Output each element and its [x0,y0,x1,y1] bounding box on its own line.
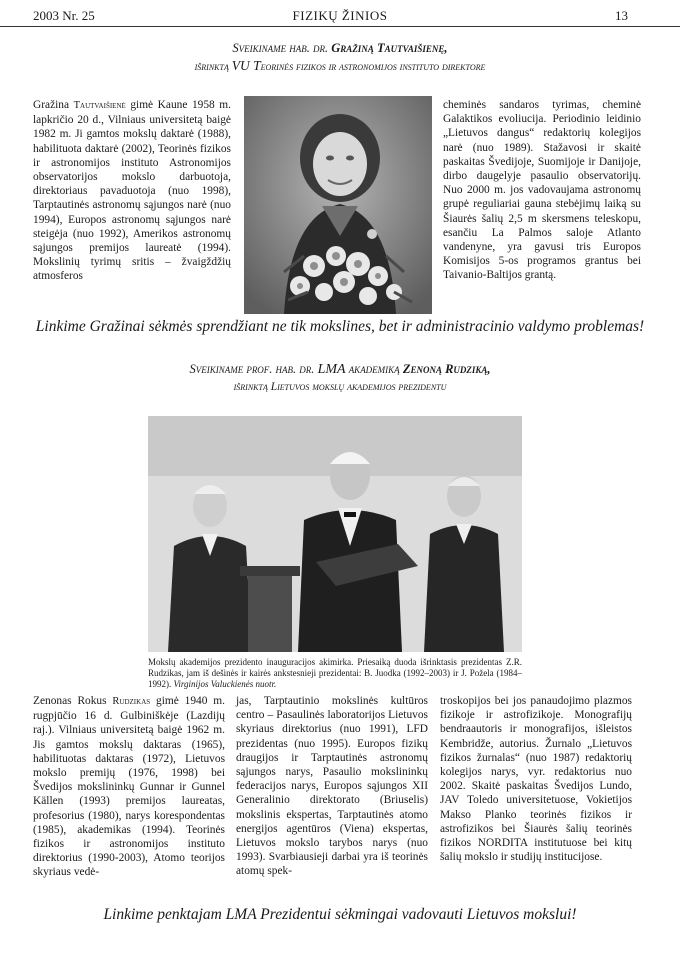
running-header [0,0,680,27]
issue-label: 2003 Nr. 25 [33,8,95,23]
article2-column1: Zenonas Rokus Rudzikas gimė 1940 m. rugpjūčio 16 d. Gulbiniškėje (Lazdijų raj.). Vilniaus universitetą baigė 1962 m. Jis gamtos mokslų daktaras (1965), habilituotas daktaras (1972), Lietuvos mokslo premijų (1976, 1998) bei Švedijos mokslininkų Gunnar ir Gunnel Källen (1993) premijos laureatas, profesorius (1980), narys korespondentas (1985), akademikas (1994). Teorinės fizikos ir astronomijos instituto direktorius (1990-2003), Atomo teorijos skyriaus vedė- [33,695,225,879]
portrait-photo [244,96,432,314]
article2-heading-line1: Sveikiname prof. hab. dr. LMA akademiką Zenoną Rudziką, [189,362,491,377]
photo-credit: Virginijos Valuckienės nuotr. [173,679,277,689]
article2-column3: troskopijos bei jos panaudojimo plazmos fizikoje ir astrofizikoje. Monografijų bendraautoris ir monografijos, išleistos Kembridže, autorius. Žurnalo „Lietuvos fizikos žurnalas“ (nuo 1987) redaktorių kolegijos narys, vyr. redaktorius nuo 2002. Skaitė paskaitas Švedijos Lundo, JAV Toledo universitetuose, Vokietijos Makso Planko teorinės fizikos ir astrofizikos bei Šiaurės šalių teorinės fizikos NORDITA institutuose bei kitų šalių mokslo ir studijų institucijose. [440,695,632,864]
photo-caption: Mokslų akademijos prezidento inauguracijos akimirka. Priesaiką duoda išrinktasis prezidentas Z.R. Rudzikas, jam iš dešinės ir kairės ankstesnieji prezidentai: B. Juodka (1992–2003) ir J. Požela (1984–1992). Virginijos Valuckienės nuotr. [148,657,522,689]
article1-heading-line2: išrinktą VU Teorinės fizikos ir astronomijos instituto direktore [194,58,486,73]
article1-left-column: Gražina Tautvaišienė gimė Kaune 1958 m. lapkričio 20 d., Vilniaus universitetą baigė 1982 m. Ji gamtos mokslų daktarė (1988), habilituota daktarė (2002), Teorinės fizikos ir astronomijos instituto Astronomijos observatorijos mokslo darbuotoja, direktoriaus pavaduotoja (nuo 1998), Tarptautinės astronomų sąjungos narė (nuo 1994), Europos astronomų sąjungos narė steigėja (nuo 1992), Amerikos astronomų sąjungos premijos laureatė (1994). Mokslinių tyrimų sritis – žvaigždžių atmosferos [33,99,231,283]
article2-heading-line2: išrinktą Lietuvos mokslų akademijos prezidentu [233,381,447,393]
article1-right-column: cheminės sandaros tyrimas, cheminė Galaktikos evoliucija. Periodinio leidinio „Lietuvos dangus“ redaktorių kolegijos narė (nuo 1989). Stažavosi ir skaitė paskaitas Švedijoje, Suomijoje ir Danijoje, dirbo daugelyje pasaulio observatorijų. Nuo 2000 m. jos vadovaujama astronomų grupė reguliariai gauna stebėjimų laiką su Šiaurės šalių 2,5 m skersmens teleskopu, esančiu La Palmos saloje Atlanto vandenyne, yra gavusi tris Europos Komisijos 5-os programos grantus bei Taivanio-Baltijos grantą. [443,99,641,282]
inauguration-photo [148,416,522,652]
article2-column2: jas, Tarptautinio mokslinės kultūros centro – Pasaulinės laboratorijos Lietuvos skyriaus direktorius (nuo 1991), LFD prezidentas (nuo 1995). Europos fizikų draugijos ir Tarptautinės astronomų sąjungos narys, Pasaulio mokslininkų federacijos narys, Europos sąjungos XII Generalinio direktorato (Briuselis) mokslinis ekspertas, Tarptautinės atomo energijos agentūros (Viena) ekspertas, Lietuvos mokslo tarybos narys (nuo 1993). Svarbiausieji darbai yra iš teorinės atomų spek- [236,695,428,878]
article1-closing-wish: Linkime Gražinai sėkmės sprendžiant ne tik mokslines, bet ir administracinio valdymo problemas! [35,318,645,335]
article2-closing-wish: Linkime penktajam LMA Prezidentui sėkmingai vadovauti Lietuvos mokslui! [103,906,577,923]
page-number: 13 [615,8,628,23]
article1-heading-line1: Sveikiname hab. dr. Gražiną Tautvaišienę, [232,41,448,55]
journal-title: FIZIKŲ ŽINIOS [292,8,388,23]
